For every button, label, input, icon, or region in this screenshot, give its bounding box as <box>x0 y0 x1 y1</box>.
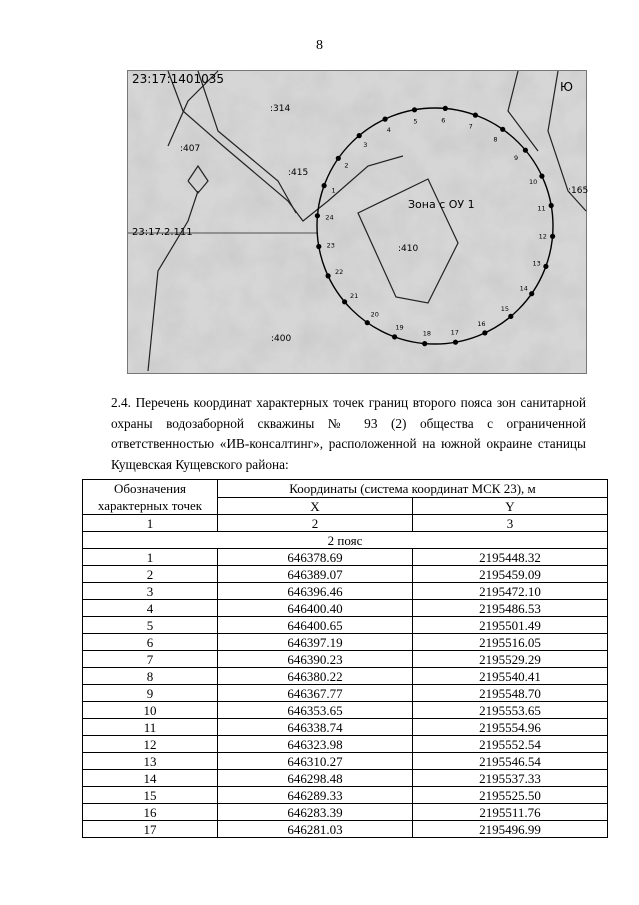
x-coordinate-cell: 646380.22 <box>218 668 413 685</box>
table-row <box>83 753 608 770</box>
table-row <box>83 617 608 634</box>
x-coordinate-cell: 646289.33 <box>218 787 413 804</box>
x-coordinate-cell: 646400.65 <box>218 617 413 634</box>
point-number-cell: 10 <box>83 702 218 719</box>
north-marker: Ю <box>560 80 573 94</box>
point-number-label: 4 <box>386 126 391 134</box>
point-marker <box>316 244 321 249</box>
point-marker <box>529 291 534 296</box>
y-coordinate-cell: 2195501.49 <box>413 617 608 634</box>
table-row <box>83 770 608 787</box>
x-coordinate-cell: 646367.77 <box>218 685 413 702</box>
parcel-label: :400 <box>271 334 292 344</box>
point-marker <box>322 183 327 188</box>
point-number-cell: 5 <box>83 617 218 634</box>
table-row <box>83 719 608 736</box>
point-number-cell: 15 <box>83 787 218 804</box>
table-row <box>83 600 608 617</box>
y-coordinate-cell: 2195486.53 <box>413 600 608 617</box>
point-number-cell: 14 <box>83 770 218 787</box>
page-number: 8 <box>316 38 323 53</box>
point-number-cell: 16 <box>83 804 218 821</box>
x-coordinate-cell: 646389.07 <box>218 566 413 583</box>
point-number-label: 10 <box>529 177 538 186</box>
point-number-cell: 12 <box>83 736 218 753</box>
x-coordinate-cell: 646378.69 <box>218 549 413 566</box>
point-number-label: 15 <box>500 305 510 313</box>
point-number-cell: 6 <box>83 634 218 651</box>
y-coordinate-cell: 2195548.70 <box>413 685 608 702</box>
point-marker <box>523 148 528 153</box>
parcel-label: :165 <box>568 186 589 196</box>
zone-row <box>83 532 608 549</box>
y-coordinate-cell: 2195537.33 <box>413 770 608 787</box>
table-row <box>83 668 608 685</box>
y-coordinate-cell: 2195459.09 <box>413 566 608 583</box>
point-marker <box>392 334 397 339</box>
y-coordinate-cell: 2195472.10 <box>413 583 608 600</box>
parcel-label: :415 <box>288 168 309 178</box>
point-number-label: 1 <box>331 186 336 195</box>
point-number-cell: 11 <box>83 719 218 736</box>
y-coordinate-cell: 2195540.41 <box>413 668 608 685</box>
points-header: Обозначения характерных точек <box>83 480 218 515</box>
x-coordinate-cell: 646390.23 <box>218 651 413 668</box>
point-number-label: 13 <box>532 259 541 268</box>
y-coordinate-cell: 2195546.54 <box>413 753 608 770</box>
point-number-label: 18 <box>422 329 431 338</box>
y-coordinate-cell: 2195496.99 <box>413 821 608 838</box>
x-coordinate-cell: 646281.03 <box>218 821 413 838</box>
point-number-cell: 7 <box>83 651 218 668</box>
cadastral-quarter-label: 23:17:1401035 <box>132 72 225 86</box>
coordinates-header: Координаты (система координат МСК 23), м <box>218 480 608 498</box>
point-number-label: 11 <box>537 204 546 213</box>
parcel-label: :407 <box>180 144 201 154</box>
point-marker <box>543 264 548 269</box>
point-number-label: 2 <box>344 161 349 170</box>
point-number-label: 5 <box>413 117 418 126</box>
point-number-label: 6 <box>441 116 446 125</box>
map-drawing <box>128 71 589 373</box>
point-marker <box>326 273 331 278</box>
point-marker <box>482 330 487 335</box>
point-marker <box>500 127 505 132</box>
point-number-cell: 3 <box>83 583 218 600</box>
x-coordinate-cell: 646400.40 <box>218 600 413 617</box>
x-coordinate-cell: 646353.65 <box>218 702 413 719</box>
x-coordinate-cell: 646310.27 <box>218 753 413 770</box>
table-row <box>83 736 608 753</box>
point-marker <box>508 314 513 319</box>
point-marker <box>383 117 388 122</box>
point-number-cell: 17 <box>83 821 218 838</box>
point-marker <box>412 107 417 112</box>
point-number-label: 7 <box>468 122 473 131</box>
table-row <box>83 787 608 804</box>
point-number-cell: 9 <box>83 685 218 702</box>
cadastral-map <box>127 70 587 374</box>
table-row <box>83 804 608 821</box>
point-number-label: 20 <box>370 310 379 319</box>
y-coordinate-cell: 2195516.05 <box>413 634 608 651</box>
column-number: 3 <box>413 515 608 532</box>
point-number-label: 8 <box>493 135 498 144</box>
point-number-label: 22 <box>335 268 344 277</box>
point-marker <box>550 234 555 239</box>
point-marker <box>336 156 341 161</box>
table-row <box>83 651 608 668</box>
point-marker <box>422 341 427 346</box>
column-number: 1 <box>83 515 218 532</box>
table-body <box>83 549 608 838</box>
point-number-cell: 8 <box>83 668 218 685</box>
x-coordinate-cell: 646283.39 <box>218 804 413 821</box>
y-header: Y <box>413 498 608 515</box>
point-marker <box>549 203 554 208</box>
x-header: X <box>218 498 413 515</box>
point-marker <box>365 320 370 325</box>
point-number-cell: 2 <box>83 566 218 583</box>
zone-label: Зона с ОУ 1 <box>408 198 475 211</box>
column-numbers-row <box>83 515 608 532</box>
x-coordinate-cell: 646396.46 <box>218 583 413 600</box>
point-marker <box>342 299 347 304</box>
point-number-label: 14 <box>519 284 528 293</box>
point-number-label: 9 <box>514 154 519 163</box>
column-number: 2 <box>218 515 413 532</box>
point-marker <box>357 133 362 138</box>
point-marker <box>453 340 458 345</box>
y-coordinate-cell: 2195553.65 <box>413 702 608 719</box>
point-number-cell: 1 <box>83 549 218 566</box>
table-row <box>83 821 608 838</box>
point-marker <box>539 174 544 179</box>
point-number-label: 23 <box>326 241 335 250</box>
table-row <box>83 634 608 651</box>
point-number-cell: 4 <box>83 600 218 617</box>
x-coordinate-cell: 646397.19 <box>218 634 413 651</box>
y-coordinate-cell: 2195448.32 <box>413 549 608 566</box>
point-number-label: 12 <box>538 232 547 241</box>
parcel-label: :314 <box>270 104 291 114</box>
table-header-row <box>83 480 608 498</box>
coordinates-table <box>82 479 608 838</box>
zone-name: 2 пояс <box>83 532 608 549</box>
point-marker <box>315 213 320 218</box>
district-code-label: 23:17.2.111 <box>132 227 193 238</box>
table-row <box>83 583 608 600</box>
table-row <box>83 566 608 583</box>
table-row <box>83 702 608 719</box>
y-coordinate-cell: 2195529.29 <box>413 651 608 668</box>
parcel-label: :410 <box>398 244 419 254</box>
y-coordinate-cell: 2195554.96 <box>413 719 608 736</box>
y-coordinate-cell: 2195511.76 <box>413 804 608 821</box>
table-row <box>83 549 608 566</box>
point-number-label: 21 <box>350 291 359 300</box>
point-marker <box>473 113 478 118</box>
x-coordinate-cell: 646338.74 <box>218 719 413 736</box>
point-number-label: 19 <box>395 323 404 332</box>
point-number-label: 17 <box>450 328 459 337</box>
aerial-texture <box>128 71 589 373</box>
x-coordinate-cell: 646298.48 <box>218 770 413 787</box>
y-coordinate-cell: 2195525.50 <box>413 787 608 804</box>
point-number-label: 3 <box>363 141 368 149</box>
section-intro-paragraph: 2.4. Перечень координат характерных точек границ второго пояса зон санитарной охраны водозаборной скважины № 93 (2) общества с ограниченной ответственностью «ИВ-консалтинг», расположенной на южной окраине станицы Кущевская Кущевского района: <box>111 395 586 472</box>
y-coordinate-cell: 2195552.54 <box>413 736 608 753</box>
point-number-label: 24 <box>325 213 334 222</box>
point-number-label: 16 <box>477 320 486 328</box>
point-marker <box>443 106 448 111</box>
table-row <box>83 685 608 702</box>
point-number-cell: 13 <box>83 753 218 770</box>
x-coordinate-cell: 646323.98 <box>218 736 413 753</box>
